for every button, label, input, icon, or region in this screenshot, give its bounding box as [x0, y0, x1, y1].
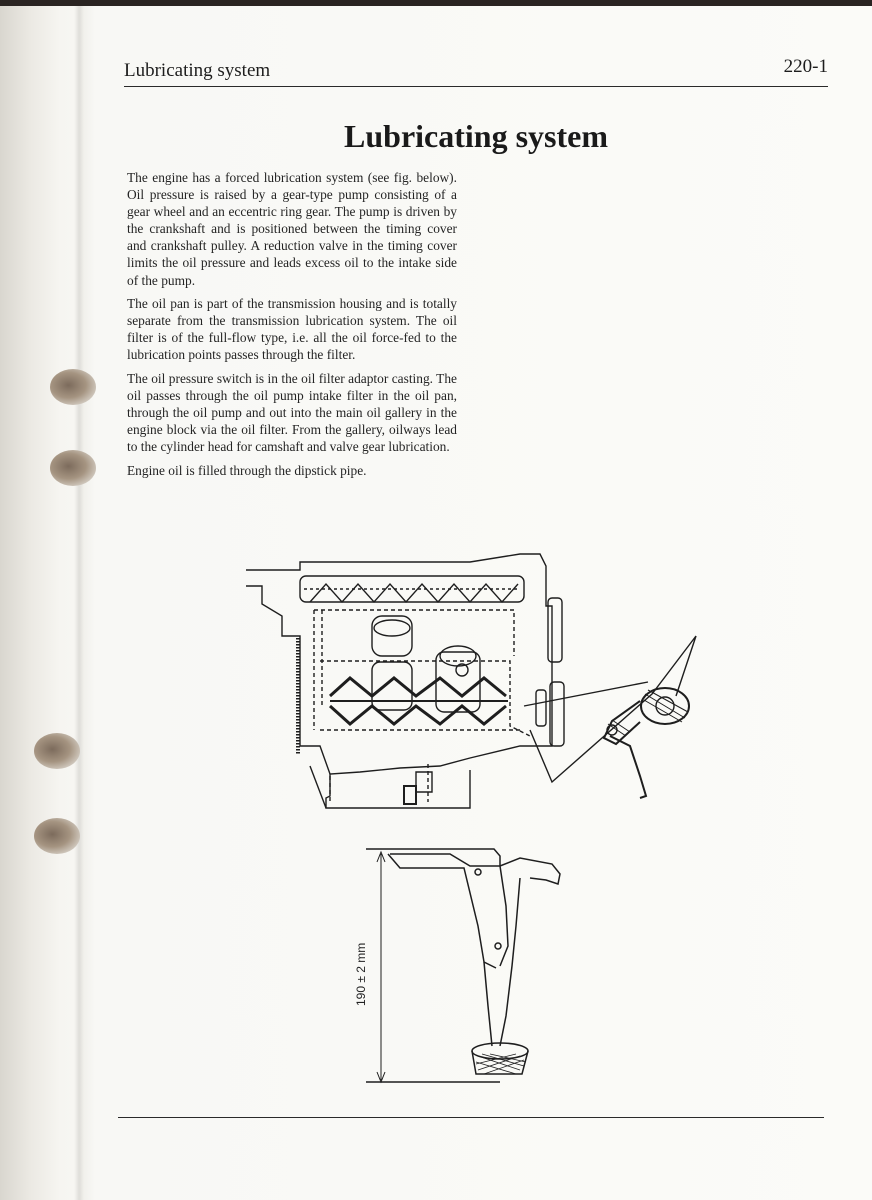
paragraph: The oil pan is part of the transmission housing and is totally separate from the transmission lubrication system. The oil filter is of the full-flow type, i.e. all the oil force-fed to the lubrication points passes through the filter. [127, 296, 457, 363]
manual-page [0, 6, 872, 1200]
page-title: Lubricating system [344, 118, 608, 154]
dimension-label: 190 ± 2 mm [354, 942, 368, 1006]
running-title: Lubricating system [124, 60, 271, 81]
bottom-rule [118, 1117, 824, 1118]
paragraph: The engine has a forced lubrication system (see fig. below). Oil pressure is raised by a gear-type pump consisting of a gear wheel and an eccentric ring gear. The pump is driven by the crankshaft and is positioned between the timing cover and crankshaft pulley. A reduction valve in the timing cover limits the oil pressure and leads excess oil to the intake side of the pump. [127, 170, 457, 288]
engine-lubrication-diagram [0, 6, 872, 1200]
paragraph: Engine oil is filled through the dipstick pipe. [127, 463, 367, 478]
page-number: 220-1 [783, 56, 828, 77]
paragraph: The oil pressure switch is in the oil filter adaptor casting. The oil passes through the oil pump intake filter in the oil pan, through the oil pump and out into the main oil gallery in the engine block via the oil filter. From the gallery, oilways lead to the cylinder head for camshaft and valve gear lubrication. [127, 371, 457, 455]
